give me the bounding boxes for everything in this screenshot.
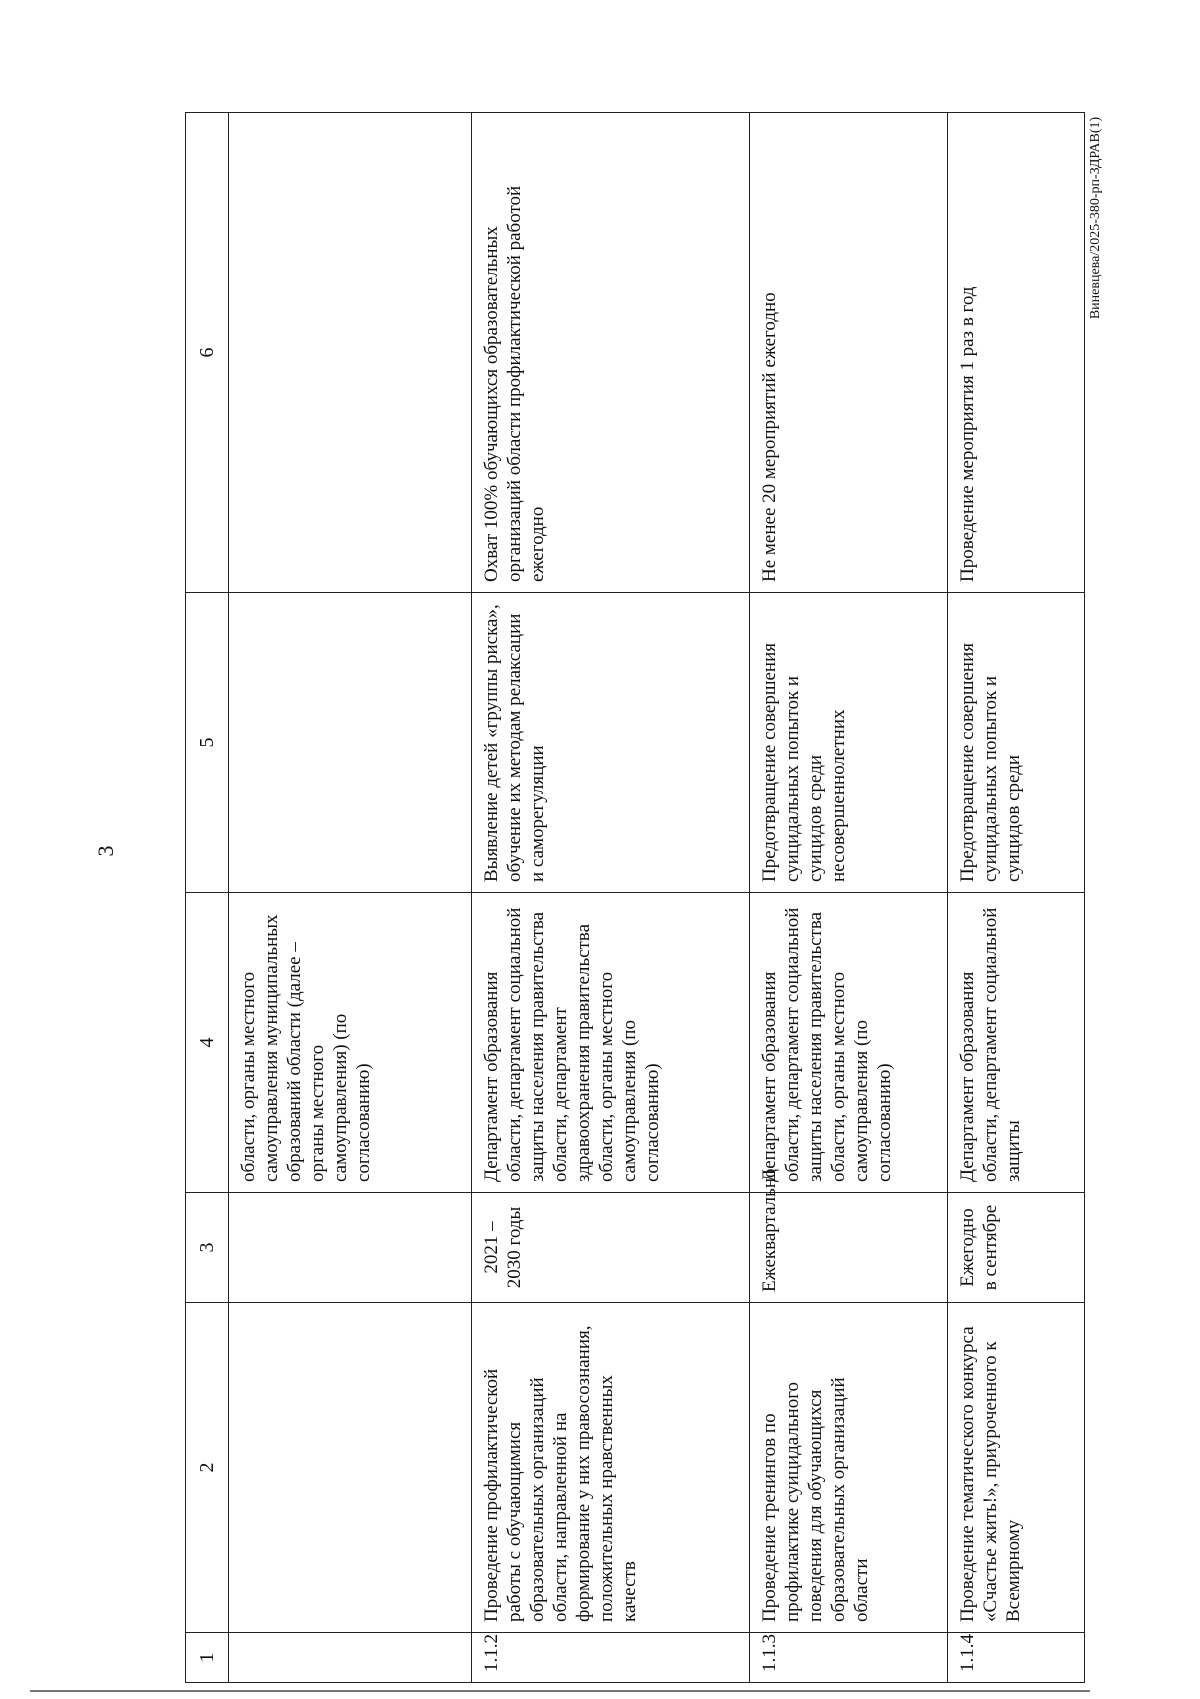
column-number: 6 xyxy=(186,113,229,593)
activity-indicator: Охват 100% обучающихся образовательных организаций области профилактической работой ежегодно xyxy=(471,113,749,593)
table-row xyxy=(229,113,472,1683)
activities-table xyxy=(185,112,1085,1683)
column-number: 2 xyxy=(186,1303,229,1633)
activity-term: 2021 – 2030 годы xyxy=(471,1193,749,1303)
row-number: 1.1.4 xyxy=(947,1633,1084,1683)
row-number: 1.1.2 xyxy=(471,1633,749,1683)
rotated-table-area xyxy=(185,113,1085,1683)
activity-name: Проведение тренингов по профилактике суицидального поведения для обучающихся образовательных организаций области xyxy=(749,1303,947,1633)
column-number-row xyxy=(186,113,229,1683)
scan-edge-line xyxy=(30,1690,1090,1692)
page-number: 3 xyxy=(93,845,118,857)
table-row xyxy=(749,113,947,1683)
table-row xyxy=(947,113,1084,1683)
activity-term: Ежегодно в сентябре xyxy=(947,1193,1084,1303)
column-number: 3 xyxy=(186,1193,229,1303)
document-code: Виневцева/2025-380-рп-ЗДРАВ(1) xyxy=(1088,116,1103,320)
activity-indicator xyxy=(229,113,472,593)
activity-name: Проведение тематического конкурса «Счастье жить!», приуроченного к Всемирному xyxy=(947,1303,1084,1633)
activity-executors: Департамент образования области, департамент социальной защиты населения правительства области, департамент здравоохранения правительства области, органы местного самоуправления (по согласованию) xyxy=(471,893,749,1193)
activity-name xyxy=(229,1303,472,1633)
table-row xyxy=(471,113,749,1683)
activity-name: Проведение профилактической работы с обучающимися образовательных организаций области, направленной на формирование у них правосознания, положительных нравственных качеств xyxy=(471,1303,749,1633)
activity-result: Предотвращение совершения суицидальных попыток и суицидов среди несовершеннолетних xyxy=(749,593,947,893)
activity-executors: области, органы местного самоуправления муниципальных образований области (далее – органы местного самоуправления) (по согласованию) xyxy=(229,893,472,1193)
activity-result: Выявление детей «группы риска», обучение их методам релаксации и саморегуляции xyxy=(471,593,749,893)
activity-indicator: Проведение мероприятия 1 раз в год xyxy=(947,113,1084,593)
column-number: 4 xyxy=(186,893,229,1193)
activity-result: Предотвращение совершения суицидальных попыток и суицидов среди xyxy=(947,593,1084,893)
column-number: 5 xyxy=(186,593,229,893)
activity-term xyxy=(229,1193,472,1303)
activity-result xyxy=(229,593,472,893)
row-number xyxy=(229,1633,472,1683)
activity-term: Ежеквартально xyxy=(749,1193,947,1303)
activity-indicator: Не менее 20 мероприятий ежегодно xyxy=(749,113,947,593)
activity-executors: Департамент образования области, департамент социальной защиты xyxy=(947,893,1084,1193)
footer-code-wrap xyxy=(1083,80,1109,360)
activity-executors: Департамент образования области, департамент социальной защиты населения правительства области, органы местного самоуправления (по согласованию) xyxy=(749,893,947,1193)
row-number: 1.1.3 xyxy=(749,1633,947,1683)
column-number: 1 xyxy=(186,1633,229,1683)
